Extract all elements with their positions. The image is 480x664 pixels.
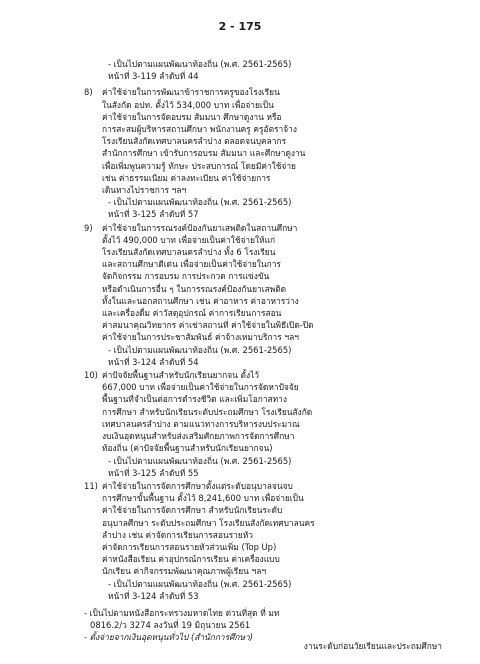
item-line: ค่าใช้จ่ายในการประชาสัมพันธ์ ค่าจ้างเหมาบริการ ฯลฯ [102, 332, 299, 343]
note-line: หน้าที่ 3-125 ลำดับที่ 55 [108, 467, 199, 478]
item-line: ในสังกัด อปท. ตั้งไว้ 534,000 บาท เพื่อจ่ายเป็น [102, 99, 274, 110]
note-line: หน้าที่ 3-125 ลำดับที่ 57 [108, 209, 199, 220]
item-line: ค่าใช้จ่ายในการจัดการศึกษา สำหรับนักเรียนระดับ [102, 505, 283, 516]
item-line: 667,000 บาท เพื่อจ่ายเป็นค่าใช้จ่ายในการจัดหาปัจจัย [102, 382, 299, 393]
item-notes [102, 455, 414, 479]
item-line: พื้นฐานที่จำเป็นต่อการดำรงชีวิต และเพิ่มโอกาสทาง [102, 394, 287, 405]
budget-item [84, 222, 414, 368]
note-line: - เป็นไปตามแผนพัฒนาท้องถิ่น (พ.ศ. 2561-2565) [108, 455, 292, 466]
budget-item [84, 369, 414, 479]
top-notes [84, 58, 414, 82]
note-line: - เป็นไปตามแผนพัฒนาท้องถิ่น (พ.ศ. 2561-2565) [108, 59, 292, 69]
item-description [102, 86, 414, 196]
item-line: หรือดำเนินการอื่น ๆ ในการรณรงค์ป้องกันยาเสพติด [102, 283, 287, 294]
item-line: ตั้งไว้ 490,000 บาท เพื่อจ่ายเป็นค่าใช้จ่ายให้แก่ [102, 234, 276, 245]
item-line: การศึกษา สำหรับนักเรียนระดับประถมศึกษา โรงเรียนสังกัด [102, 406, 313, 417]
page-number: 2 - 175 [218, 20, 262, 33]
item-description [102, 222, 414, 344]
closing-source-text: - ตั้งจ่ายจากเงินอุดหนุนทั่วไป (สำนักการศึกษา) [84, 632, 253, 643]
item-description [102, 369, 414, 454]
budget-item [84, 480, 414, 602]
item-line: สำนักการศึกษา เข้ารับการอบรม สัมมนา และศึกษาดูงาน [102, 148, 306, 159]
item-line: เทศบาลนครลำปาง ตามแนวทางการบริหารงบประมาณ [102, 418, 300, 429]
item-notes [102, 578, 414, 602]
item-line: งบเงินอุดหนุนสำหรับส่งเสริมศักยภาพการจัดการศึกษา [102, 431, 295, 442]
item-line: และสถานศึกษาดีเด่น เพื่อจ่ายเป็นค่าใช้จ่ายในการ [102, 259, 281, 270]
closing-line: 0816.2/ว 3274 ลงวันที่ 19 มิถุนายน 2561 [90, 620, 251, 631]
item-list [84, 86, 414, 602]
document-body [84, 58, 414, 644]
item-line: เดินทางไปราชการ ฯลฯ [102, 185, 187, 196]
item-notes [102, 196, 414, 220]
note-line: - เป็นไปตามแผนพัฒนาท้องถิ่น (พ.ศ. 2561-2565) [108, 197, 292, 208]
note-line: หน้าที่ 3-124 ลำดับที่ 54 [108, 356, 199, 367]
note-line: หน้าที่ 3-124 ลำดับที่ 53 [108, 590, 199, 601]
note-line: หน้าที่ 3-119 ลำดับที่ 44 [108, 71, 199, 82]
item-line: จัดกิจกรรม การอบรม การประกวด การแข่งขัน [102, 271, 270, 282]
note-line: - เป็นไปตามแผนพัฒนาท้องถิ่น (พ.ศ. 2561-2565) [108, 344, 292, 355]
item-line: เพื่อเพิ่มพูนความรู้ ทักษะ ประสบการณ์ โดยมีค่าใช้จ่าย [102, 160, 296, 171]
item-line: โรงเรียนสังกัดเทศบาลนครลำปาง ตลอดจนบุคลากร [102, 136, 287, 147]
note-line: - เป็นไปตามแผนพัฒนาท้องถิ่น (พ.ศ. 2561-2565) [108, 578, 292, 589]
item-notes [102, 344, 414, 368]
item-line: นักเรียน ค่ากิจกรรมพัฒนาคุณภาพผู้เรียน ฯลฯ [102, 566, 267, 577]
item-line: ค่าปัจจัยพื้นฐานสำหรับนักเรียนยากจน ตั้งไว้ [102, 370, 259, 381]
item-number: 8) [84, 87, 93, 98]
item-line: ค่าสมนาคุณวิทยากร ค่าเช่าสถานที่ ค่าใช้จ่ายในพิธีเปิด-ปิด [102, 320, 314, 331]
item-line: การศึกษาขั้นพื้นฐาน ตั้งไว้ 8,241,600 บาท เพื่อจ่ายเป็น [102, 493, 304, 504]
item-line: เช่น ค่าธรรมเนียม ค่าลงทะเบียน ค่าใช้จ่ายการ [102, 172, 271, 183]
closing-line: - เป็นไปตามหนังสือกระทรวงมหาดไทย ด่วนที่สุด ที่ มท [84, 607, 280, 618]
item-number: 9) [84, 222, 93, 233]
item-line: ลำปาง เช่น ค่าจัดการเรียนการสอนรายหัว [102, 529, 253, 540]
item-number: 11) [84, 480, 98, 491]
item-line: ค่าจัดการเรียนการสอนรายหัวส่วนเพิ่ม (Top Up) [102, 541, 277, 552]
budget-item [84, 86, 414, 220]
item-line: ค่าใช้จ่ายในการพัฒนาข้าราชการครูของโรงเรียน [102, 87, 280, 98]
item-line: อนุบาลศึกษา ระดับประถมศึกษา โรงเรียนสังกัดเทศบาลนคร [102, 517, 315, 528]
closing-notes [84, 607, 414, 644]
item-line: ทั้งในและนอกสถานศึกษา เช่น ค่าอาหาร ค่าอาหารว่าง [102, 295, 299, 306]
item-line: และเครื่องดื่ม ค่าวัสดุอุปกรณ์ ค่าการเรียนการสอน [102, 308, 282, 319]
item-line: ท้องถิ่น (ค่าปัจจัยพื้นฐานสำหรับนักเรียนยากจน) [102, 443, 273, 454]
footer-section-title: งานระดับก่อนวัยเรียนและประถมศึกษา [303, 641, 442, 651]
item-line: ค่าหนังสือเรียน ค่าอุปกรณ์การเรียน ค่าเครื่องแบบ [102, 554, 280, 565]
item-line: ค่าใช้จ่ายในการจัดการศึกษาตั้งแต่ระดับอนุบาลจนจบ [102, 480, 293, 491]
item-line: ค่าใช้จ่ายในการรณรงค์ป้องกันยาเสพติดในสถานศึกษา [102, 222, 298, 233]
item-description [102, 480, 414, 578]
item-line: การสะสมผู้บริหารสถานศึกษา พนักงานครู ครูอัตราจ้าง [102, 124, 297, 135]
item-line: ค่าใช้จ่ายในการจัดอบรม สัมมนา ศึกษาดูงาน หรือ [102, 111, 282, 122]
item-number: 10) [84, 370, 98, 381]
item-line: โรงเรียนสังกัดเทศบาลนครลำปาง ทั้ง 6 โรงเรียน [102, 247, 276, 258]
